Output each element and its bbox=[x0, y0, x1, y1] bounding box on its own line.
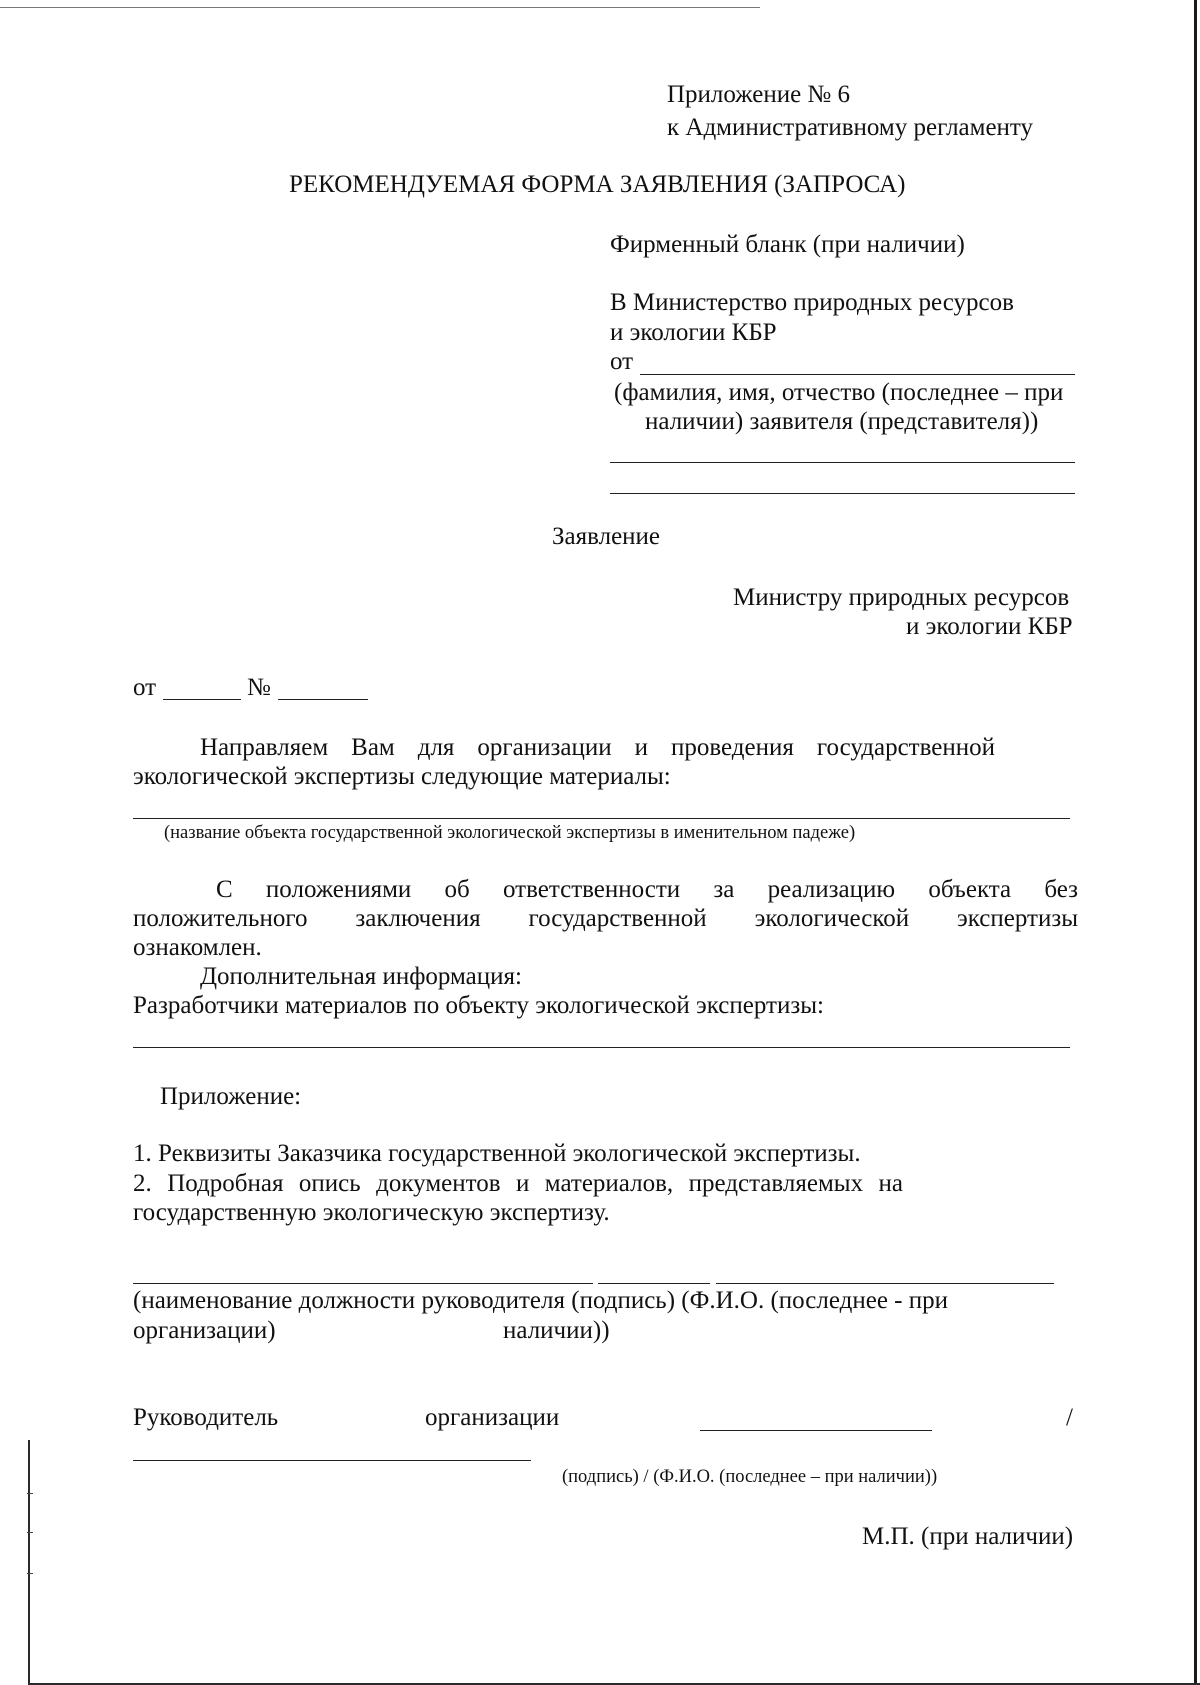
attachment-item-2-line2: государственную экологическую экспертизу. bbox=[133, 1199, 610, 1226]
appendix-regulation: к Административному регламенту bbox=[667, 114, 1034, 141]
object-name-hint: (название объекта государственной экологической экспертизы в именительном падеже) bbox=[164, 823, 856, 843]
scan-edge-right bbox=[1194, 0, 1197, 1685]
signature-hint-line2-right: наличии)) bbox=[503, 1317, 610, 1344]
date-from-label: от bbox=[133, 674, 157, 701]
head-signature-line bbox=[700, 1430, 932, 1431]
object-name-line bbox=[133, 818, 1070, 819]
applicant-hint-line2: наличии) заявителя (представителя)) bbox=[645, 408, 1039, 435]
applicant-hint-line1: (фамилия, имя, отчество (последнее – при bbox=[614, 379, 1064, 406]
appendix-number: Приложение № 6 bbox=[667, 81, 851, 108]
full-name-line bbox=[716, 1283, 1054, 1284]
addressee-line1: В Министерство природных ресурсов bbox=[610, 289, 1014, 316]
number-line bbox=[278, 699, 368, 700]
recipient-line1: Министру природных ресурсов bbox=[733, 584, 1070, 611]
scan-tick-mark bbox=[27, 1493, 33, 1494]
developers-line bbox=[133, 1047, 1070, 1048]
responsibility-line1: С положениями об ответственности за реализацию объекта без bbox=[216, 876, 1078, 903]
statement-heading: Заявление bbox=[552, 523, 661, 550]
applicant-name-line bbox=[640, 374, 1075, 375]
intro-line1: Направляем Вам для организации и проведения государственной bbox=[200, 734, 995, 761]
applicant-line-3 bbox=[610, 493, 1075, 494]
additional-info-label: Дополнительная информация: bbox=[200, 963, 522, 990]
letterhead-note: Фирменный бланк (при наличии) bbox=[610, 231, 965, 258]
date-line bbox=[163, 699, 241, 700]
attachments-label: Приложение: bbox=[160, 1083, 302, 1110]
scan-edge-top bbox=[0, 7, 760, 8]
signature-line bbox=[598, 1283, 710, 1284]
recipient-line2: и экологии КБР bbox=[906, 613, 1073, 640]
head-signature-hint: (подпись) / (Ф.И.О. (последнее – при наличии)) bbox=[562, 1467, 938, 1487]
applicant-line-2 bbox=[610, 462, 1075, 463]
responsibility-line3: ознакомлен. bbox=[133, 934, 262, 961]
head-label: Руководитель bbox=[133, 1404, 279, 1431]
head-name-line bbox=[133, 1460, 531, 1461]
head-slash: / bbox=[1066, 1404, 1073, 1431]
developers-label: Разработчики материалов по объекту экологической экспертизы: bbox=[133, 992, 824, 1019]
signature-hint-line2-left: организации) bbox=[133, 1317, 276, 1344]
scan-tick-mark bbox=[27, 1532, 33, 1533]
responsibility-line2: положительного заключения государственной экологической экспертизы bbox=[133, 905, 1078, 932]
attachment-item-2-line1: 2. Подробная опись документов и материалов, представляемых на bbox=[133, 1170, 903, 1197]
form-title: РЕКОМЕНДУЕМАЯ ФОРМА ЗАЯВЛЕНИЯ (ЗАПРОСА) bbox=[289, 171, 906, 198]
scan-tick-mark bbox=[27, 1573, 33, 1574]
signature-hint-line1: (наименование должности руководителя (подпись) (Ф.И.О. (последнее - при bbox=[133, 1287, 949, 1314]
intro-line2: экологической экспертизы следующие материалы: bbox=[133, 763, 671, 790]
from-label: от bbox=[610, 348, 634, 375]
addressee-line2: и экологии КБР bbox=[610, 319, 777, 346]
scan-edge-left bbox=[28, 1440, 30, 1685]
number-label: № bbox=[247, 674, 271, 701]
attachment-item-1: 1. Реквизиты Заказчика государственной экологической экспертизы. bbox=[133, 1140, 861, 1167]
position-line bbox=[133, 1283, 593, 1284]
stamp-note: М.П. (при наличии) bbox=[862, 1523, 1074, 1550]
organization-label: организации bbox=[425, 1404, 560, 1431]
